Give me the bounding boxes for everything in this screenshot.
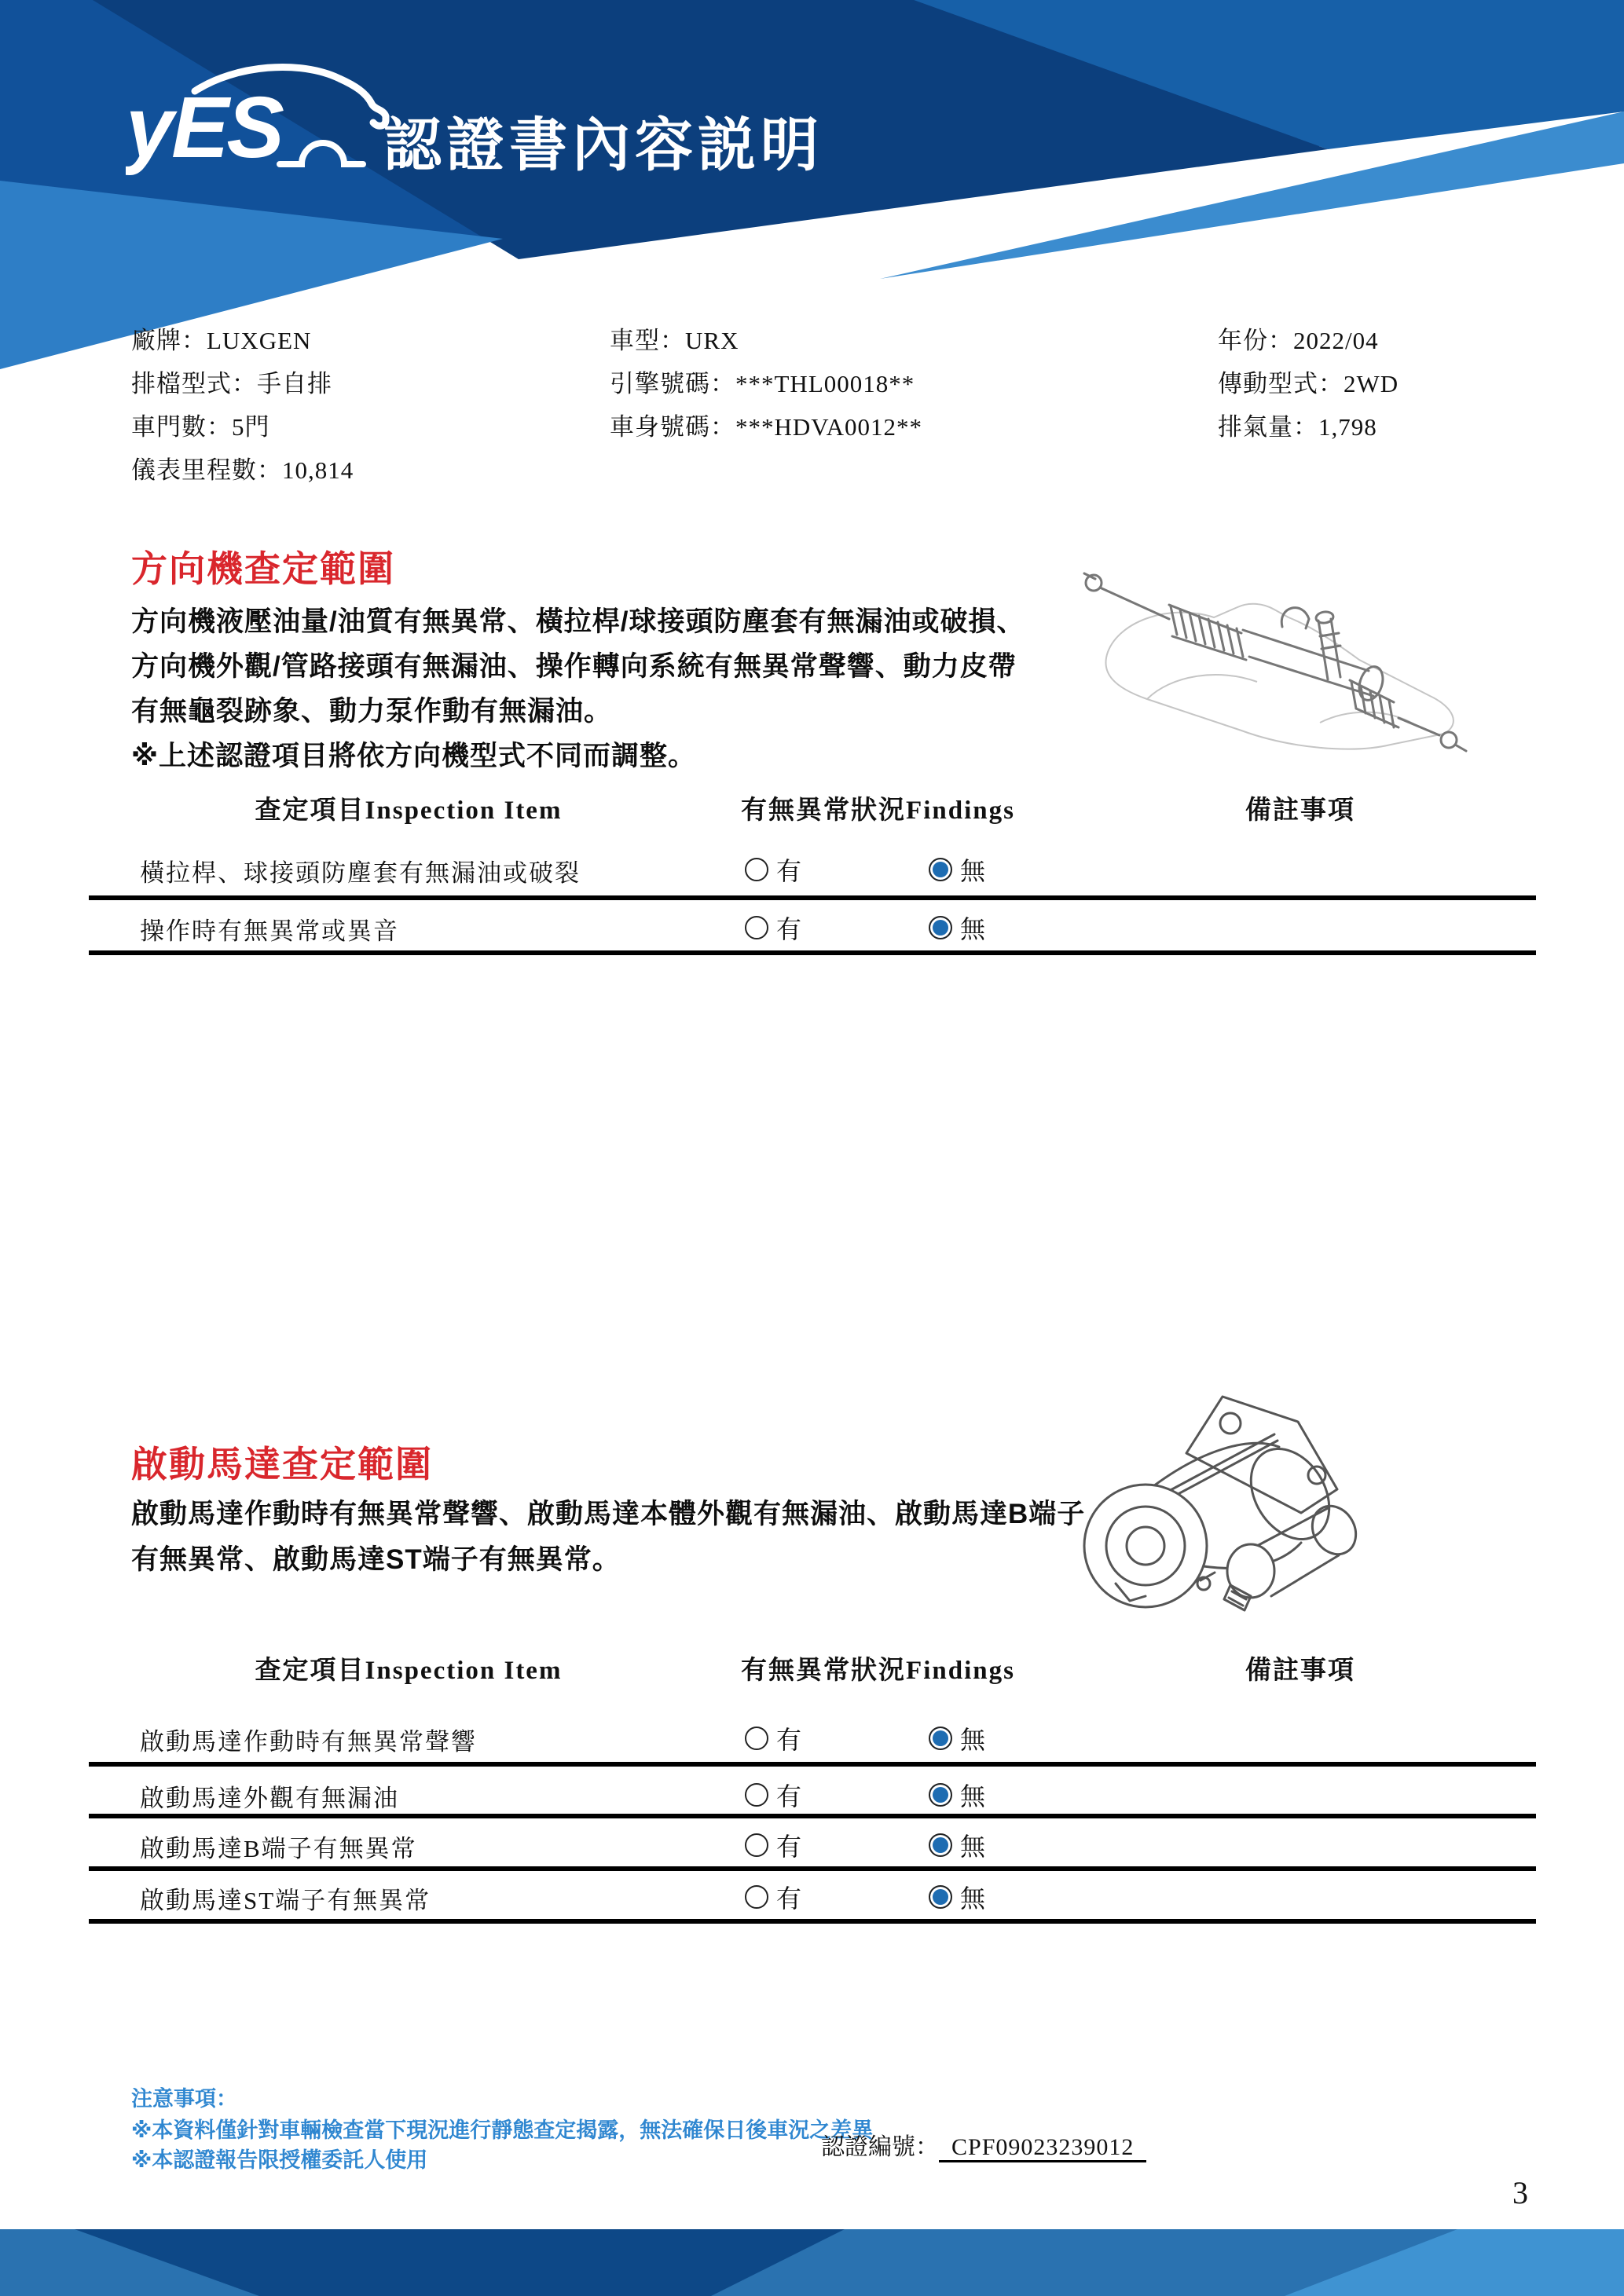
info-displacement: 排氣量：1,798 <box>1218 413 1377 441</box>
table1-row2-option-no[interactable] <box>929 910 985 946</box>
radio-selected-icon[interactable] <box>929 1727 952 1750</box>
table2-row3-option-no[interactable] <box>929 1827 985 1863</box>
info-year: 年份：2022/04 <box>1218 327 1379 354</box>
table2-row4-option-no[interactable] <box>929 1879 985 1915</box>
radio-unselected-icon[interactable] <box>745 1783 768 1807</box>
table2-row1-option-no[interactable] <box>929 1720 985 1756</box>
info-doors: 車門數：5門 <box>131 413 270 441</box>
info-model: 車型：URX <box>610 327 739 354</box>
yes-logo-car-icon <box>126 60 401 184</box>
table1-divider-1 <box>89 895 1536 900</box>
notes-line1: ※本資料僅針對車輛檢查當下現況進行靜態查定揭露，無法確保日後車況之差異 <box>131 2118 874 2142</box>
yes-logo-text: yES <box>126 79 282 176</box>
section-steering-desc-line1: 方向機液壓油量/油質有無異常、橫拉桿/球接頭防塵套有無漏油或破損、 <box>131 606 1025 637</box>
table1-row2-option-yes[interactable] <box>745 910 801 946</box>
table2-row1-item: 啟動馬達作動時有無異常聲響 <box>140 1728 477 1756</box>
certificate-number-value: CPF09023239012 <box>939 2134 1146 2162</box>
table2-row1-option-yes[interactable] <box>745 1720 801 1756</box>
table2-row4-option-yes[interactable] <box>745 1879 801 1915</box>
info-brand: 廠牌：LUXGEN <box>131 327 312 354</box>
table1-row1-option-no[interactable] <box>929 851 985 888</box>
table1-header-item: 查定項目Inspection Item <box>255 796 563 825</box>
radio-unselected-icon[interactable] <box>745 1727 768 1750</box>
section-steering-desc-line4: ※上述認證項目將依方向機型式不同而調整。 <box>131 741 697 771</box>
option-label-no: 無 <box>960 1726 986 1754</box>
radio-unselected-icon[interactable] <box>745 1833 768 1857</box>
table2-row2-option-no[interactable] <box>929 1777 985 1813</box>
option-label-yes: 有 <box>776 915 802 943</box>
option-label-no: 無 <box>960 1884 986 1913</box>
table2-divider-2 <box>89 1814 1536 1818</box>
section-steering-desc-line2: 方向機外觀/管路接頭有無漏油、操作轉向系統有無異常聲響、動力皮帶 <box>131 651 1017 682</box>
table2-header-item: 查定項目Inspection Item <box>255 1657 563 1685</box>
radio-unselected-icon[interactable] <box>745 858 768 881</box>
footer-banner-graphic <box>0 2229 1624 2296</box>
section-starter-desc-line1: 啟動馬達作動時有無異常聲響、啟動馬達本體外觀有無漏油、啟動馬達B端子 <box>131 1499 1086 1529</box>
notes-title: 注意事項： <box>131 2087 237 2111</box>
page-number: 3 <box>1512 2175 1528 2210</box>
starter-motor-illustration <box>1069 1375 1383 1634</box>
option-label-yes: 有 <box>776 1726 802 1754</box>
option-label-no: 無 <box>960 915 986 943</box>
table1-divider-2 <box>89 950 1536 955</box>
option-label-yes: 有 <box>776 1833 802 1861</box>
option-label-no: 無 <box>960 1782 986 1811</box>
table1-row2-item: 操作時有無異常或異音 <box>140 917 399 945</box>
table2-divider-1 <box>89 1762 1536 1767</box>
info-transmission: 排檔型式：手自排 <box>131 370 332 397</box>
table1-row1-option-yes[interactable] <box>745 851 801 888</box>
radio-unselected-icon[interactable] <box>745 1885 768 1909</box>
info-drivetrain: 傳動型式：2WD <box>1218 370 1399 397</box>
section-steering-desc-line3: 有無龜裂跡象、動力泵作動有無漏油。 <box>131 696 613 727</box>
table2-row2-option-yes[interactable] <box>745 1777 801 1813</box>
option-label-no: 無 <box>960 857 986 885</box>
radio-selected-icon[interactable] <box>929 916 952 939</box>
table2-divider-4 <box>89 1919 1536 1924</box>
steering-rack-illustration <box>1053 542 1564 762</box>
radio-selected-icon[interactable] <box>929 1885 952 1909</box>
info-odometer: 儀表里程數：10,814 <box>131 456 354 484</box>
radio-selected-icon[interactable] <box>929 858 952 881</box>
table2-header-remarks: 備註事項 <box>1245 1657 1355 1685</box>
table2-row3-option-yes[interactable] <box>745 1827 801 1863</box>
table1-header-remarks: 備註事項 <box>1245 796 1355 825</box>
table1-header-findings: 有無異常狀況Findings <box>741 796 1015 825</box>
option-label-yes: 有 <box>776 857 802 885</box>
radio-unselected-icon[interactable] <box>745 916 768 939</box>
table2-divider-3 <box>89 1866 1536 1871</box>
option-label-no: 無 <box>960 1833 986 1861</box>
table2-row4-item: 啟動馬達ST端子有無異常 <box>140 1887 431 1914</box>
info-engine-number: 引擎號碼：***THL00018** <box>610 370 915 397</box>
section-starter-desc-line2: 有無異常、啟動馬達ST端子有無異常。 <box>131 1544 621 1575</box>
certificate-number-label: 認證編號： <box>821 2134 939 2160</box>
yes-logo <box>126 60 401 184</box>
table2-header-findings: 有無異常狀況Findings <box>741 1657 1015 1685</box>
radio-selected-icon[interactable] <box>929 1783 952 1807</box>
certificate-number <box>821 2127 1146 2162</box>
table2-row2-item: 啟動馬達外觀有無漏油 <box>140 1785 399 1812</box>
option-label-yes: 有 <box>776 1782 802 1811</box>
section-steering-title: 方向機查定範圍 <box>131 548 395 589</box>
page-title: 認證書內容説明 <box>383 112 823 178</box>
table1-row1-item: 橫拉桿、球接頭防塵套有無漏油或破裂 <box>140 859 581 887</box>
table2-row3-item: 啟動馬達B端子有無異常 <box>140 1835 417 1862</box>
notes-line2: ※本認證報告限授權委託人使用 <box>131 2148 428 2172</box>
info-body-number: 車身號碼：***HDVA0012** <box>610 413 923 441</box>
radio-selected-icon[interactable] <box>929 1833 952 1857</box>
section-starter-title: 啟動馬達查定範圍 <box>131 1444 433 1485</box>
option-label-yes: 有 <box>776 1884 802 1913</box>
